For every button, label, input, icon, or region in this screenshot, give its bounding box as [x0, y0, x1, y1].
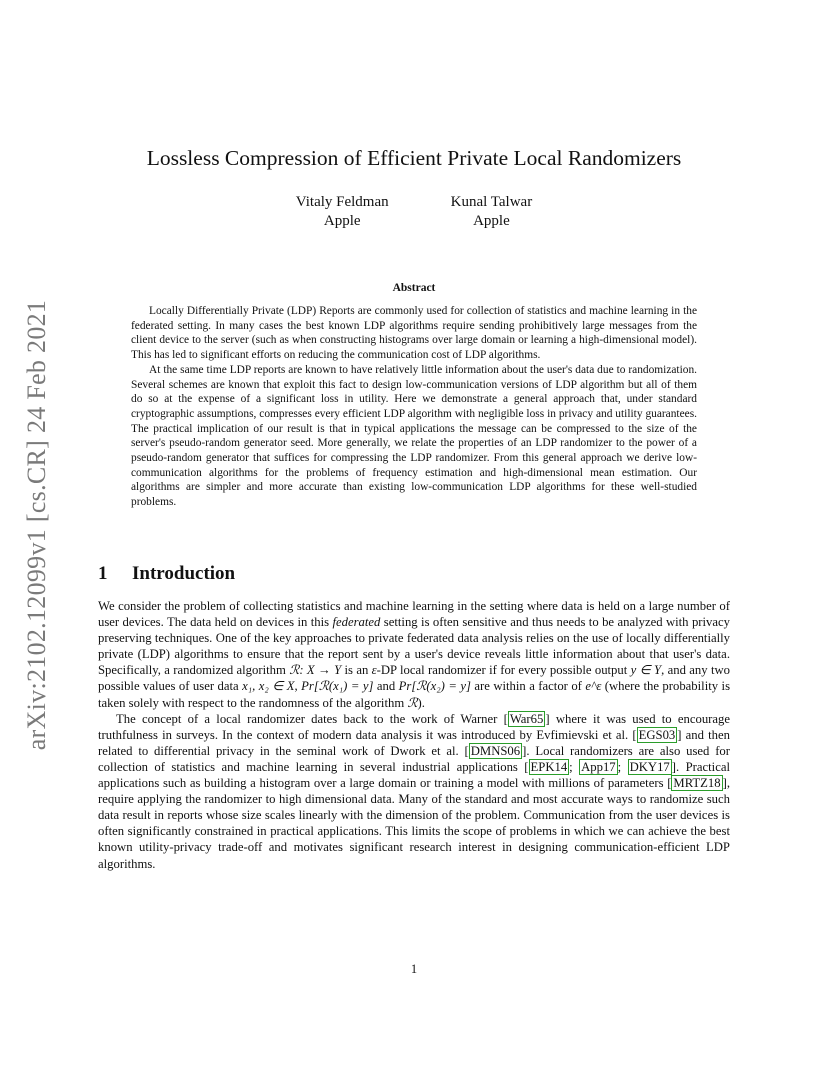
emphasis: federated — [332, 615, 381, 630]
math-inline: ℛ: X → Y — [289, 663, 342, 678]
math-inline: ℛ — [407, 695, 418, 710]
intro-paragraph: The concept of a local randomizer dates back to the work of Warner [ War65 ] where it was used to encourage truthfulness in surveys. In the context of modern data analysis it was introduced by Evfimievski et al. [ EGS03 ] and then related to differential privacy in the seminal work of Dwork et al. [ DMNS06 ]. Local randomizers are also used for collection of statistics and machine learning in several industrial applications [ EPK14 ; App17 ; DKY17 ]. Practical applications such as building a histogram over a large domain or training a model with millions of parameters [ MRTZ18 ], require applying the randomizer to high dimensional data. Many of the standard and most accurate ways to randomize such data result in reports whose size scales linearly with the dimension of the problem. Communication from the user devices is often significantly constrained in practical applications. This limits the scope of problems in which we can achieve the best known utility-privacy trade-off and motivates significant research interest in designing communication-efficient LDP algorithms. — [98, 711, 730, 871]
author-name: Vitaly Feldman — [295, 194, 389, 210]
math-inline: Pr[ℛ(x₂) = y] — [398, 679, 471, 694]
citation-link[interactable]: EPK14 — [530, 759, 568, 774]
page-number: 1 — [410, 962, 418, 976]
author — [451, 193, 533, 231]
introduction-body — [98, 598, 730, 872]
arxiv-identifier-stamp: arXiv:2102.12099v1 [cs.CR] 24 Feb 2021 — [22, 299, 51, 751]
math-inline: x₁, x₂ ∈ X — [242, 679, 295, 694]
citation-link[interactable]: DMNS06 — [470, 743, 521, 758]
math-inline: Pr[ℛ(x₁) = y] — [301, 679, 374, 694]
abstract-paragraph: Locally Differentially Private (LDP) Reports are commonly used for collection of statistics and machine learning in the federated setting. In many cases the best known LDP algorithms require sending prohibitively large messages from the client device to the server (such as when constructing histograms over large domain or learning a high-dimensional model). This has led to significant efforts on reducing the communication cost of LDP algorithms. — [131, 305, 697, 362]
paper-title: Lossless Compression of Efficient Private Local Randomizers — [146, 146, 682, 170]
abstract-paragraph: At the same time LDP reports are known to have relatively little information about the user's data due to randomization. Several schemes are known that exploit this fact to design low-communication versions of LDP algorithm but all of them do so at the expense of a significant loss in utility. Here we demonstrate a general approach that, under standard cryptographic assumptions, compresses every efficient LDP algorithm with negligible loss in privacy and utility guarantees. The practical implication of our result is that in typical applications the message can be compressed to the size of the server's pseudo-random generator seed. More generally, we relate the properties of an LDP randomizer to the power of a pseudo-random generator that suffices for compressing the LDP randomizer. From this general approach we derive low-communication algorithms for the problems of frequency estimation and high-dimensional mean estimation. Our algorithms are simpler and more accurate than existing low-communication LDP algorithms for these well-studied problems. — [131, 363, 697, 509]
citation-link[interactable]: MRTZ18 — [673, 776, 721, 791]
abstract — [131, 304, 697, 510]
citation-link[interactable]: War65 — [509, 711, 544, 726]
math-inline: ε — [371, 663, 377, 678]
math-inline: e^ε — [585, 679, 602, 694]
section-title: Introduction — [132, 563, 236, 584]
author-name: Kunal Talwar — [450, 194, 533, 210]
author-block — [0, 193, 828, 231]
math-inline: y ∈ Y — [630, 663, 662, 678]
intro-paragraph: We consider the problem of collecting statistics and machine learning in the setting where data is held on a large number of user devices. The data held on devices in this federated setting is often sensitive and thus needs to be analyzed with privacy preserving techniques. One of the key approaches to private federated data analysis relies on the use of locally differentially private (LDP) algorithms to ensure that the report sent by a user's device reveals little information about that user's data. Specifically, a randomized algorithm ℛ: X → Y is an ε-DP local randomizer if for every possible output y ∈ Y, and any two possible values of user data x₁, x₂ ∈ X, Pr[ℛ(x₁) = y] and Pr[ℛ(x₂) = y] are within a factor of e^ε (where the probability is taken solely with respect to the randomness of the algorithm ℛ). — [98, 599, 731, 710]
abstract-heading: Abstract — [392, 282, 436, 294]
author — [296, 193, 389, 231]
citation-link[interactable]: DKY17 — [629, 759, 670, 774]
author-affiliation: Apple — [473, 213, 510, 229]
citation-link[interactable]: EGS03 — [638, 727, 676, 742]
section-heading — [98, 563, 235, 585]
author-affiliation: Apple — [323, 213, 361, 229]
citation-link[interactable]: App17 — [581, 759, 616, 774]
section-number: 1 — [98, 563, 108, 584]
